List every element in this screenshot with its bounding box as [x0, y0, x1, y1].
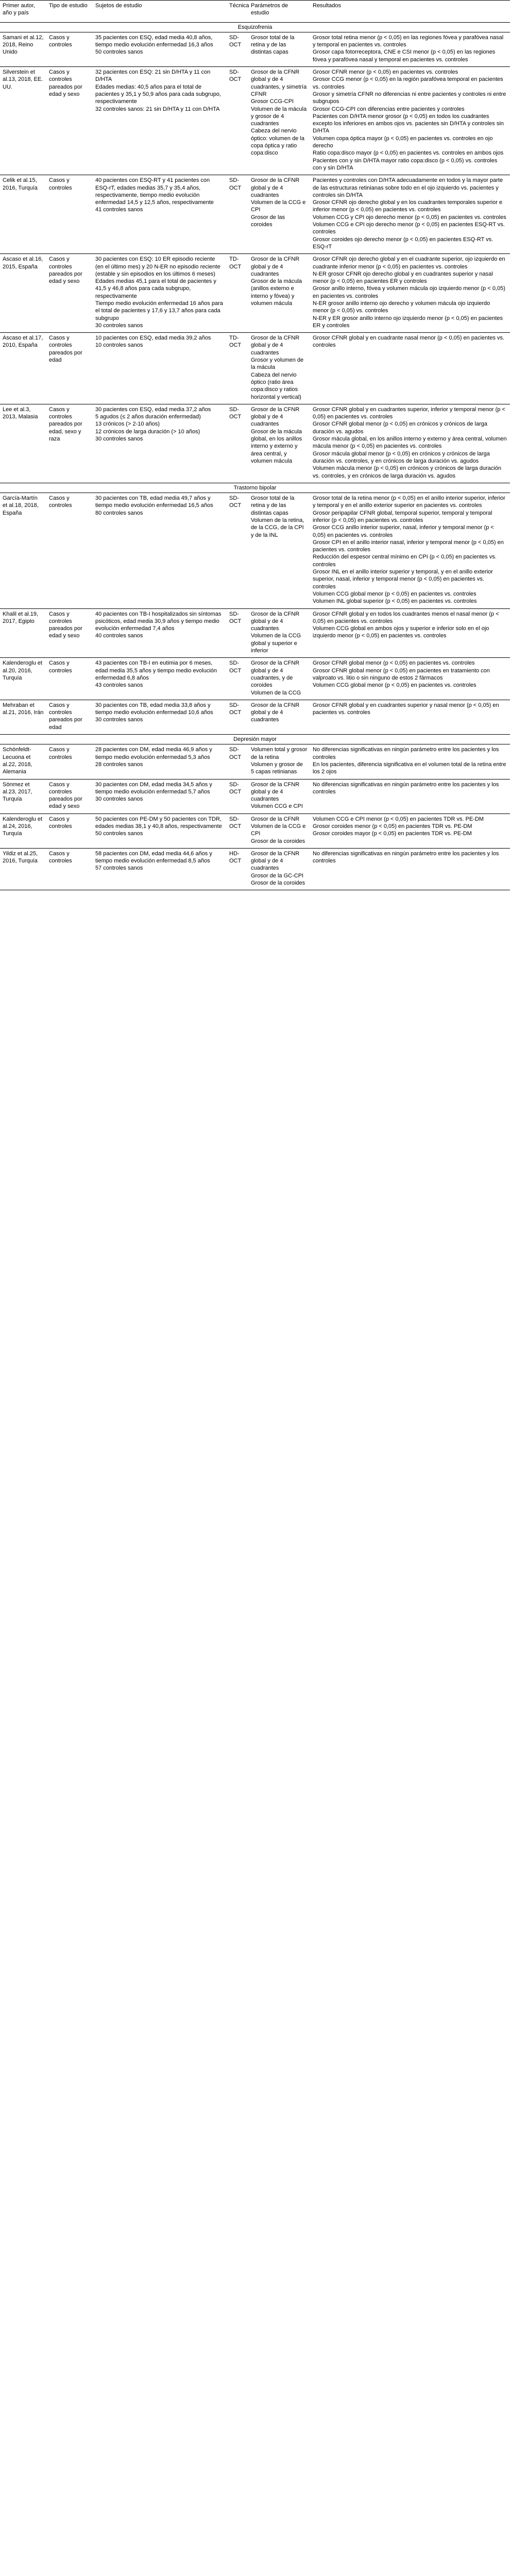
- header-subjects: Sujetos de estudio: [93, 1, 227, 23]
- cell-technique: TD-OCT: [227, 254, 248, 333]
- cell-subjects: 40 pacientes con ESQ-RT y 41 pacientes con ESQ-rT, edades medias 35,7 y 35,4 años, respectivamente, tiempo medio evolución enfermedad 14,5 y 12,5 años, respectivamente 41 controles sanos: [93, 175, 227, 254]
- cell-parameters: Grosor total de la retina y de las distintas capas: [248, 32, 310, 66]
- cell-parameters: Grosor de la CFNR global y de 4 cuadrantes Volumen de la CCG global y superior e inferior: [248, 608, 310, 658]
- table-row: [0, 333, 510, 404]
- table-wrapper: [0, 0, 510, 890]
- cell-parameters: Grosor de la CFNR Volumen de la CCG e CPI Grosor de la coroides: [248, 814, 310, 848]
- cell-technique: SD-OCT: [227, 67, 248, 175]
- cell-subjects: 30 pacientes con DM, edad media 34,5 años y tiempo medio evolución enfermedad 5,7 años 30 controles sanos: [93, 779, 227, 814]
- cell-technique: SD-OCT: [227, 32, 248, 66]
- cell-subjects: 43 pacientes con TB-I en eutimia por 6 meses, edad media 35,5 años y tiempo medio evolución enfermedad 6,8 años 43 controles sanos: [93, 658, 227, 700]
- cell-parameters: Grosor total de la retina y de las distintas capas Volumen de la retina, de la CCG, de la CPI y de la INL: [248, 493, 310, 608]
- cell-author: Celik et al.15, 2016, Turquía: [0, 175, 46, 254]
- cell-parameters: Volumen total y grosor de la retina Volumen y grosor de 5 capas retinianas: [248, 744, 310, 779]
- studies-table: [0, 0, 510, 890]
- cell-parameters: Grosor de la CFNR global y de 4 cuadrantes Grosor de la GC-CPI Grosor de la coroides: [248, 848, 310, 890]
- table-row: [0, 493, 510, 608]
- cell-study-type: Casos y controles: [46, 493, 93, 608]
- cell-author: Kalenderoglu et al.24, 2016, Turquía: [0, 814, 46, 848]
- group-title: Depresión mayor: [0, 735, 510, 744]
- group-title: Trastorno bipolar: [0, 483, 510, 493]
- table-row: [0, 744, 510, 779]
- cell-study-type: Casos y controles pareados por edad: [46, 700, 93, 734]
- cell-results: Grosor CFNR global menor (p < 0,05) en pacientes vs. controles Grosor CFNR global menor (p < 0,05) en pacientes en tratamiento con valproato vs. litio o sin ninguno de estos 2 fármacos Volumen CCG global menor (p < 0,05) en pacientes vs. controles: [310, 658, 510, 700]
- cell-author: Mehraban et al.21, 2016, Irán: [0, 700, 46, 734]
- table-row: [0, 779, 510, 814]
- cell-study-type: Casos y controles pareados por edad y sexo: [46, 254, 93, 333]
- cell-technique: SD-OCT: [227, 779, 248, 814]
- cell-subjects: 40 pacientes con TB-I hospitalizados sin síntomas psicóticos, edad media 30,9 años y tiempo medio evolución enfermedad 7,4 años 40 controles sanos: [93, 608, 227, 658]
- cell-author: Yildiz et al.25, 2016, Turquía: [0, 848, 46, 890]
- cell-subjects: 35 pacientes con ESQ, edad media 40,8 años, tiempo medio evolución enfermedad 16,3 años 50 controles sanos: [93, 32, 227, 66]
- cell-subjects: 30 pacientes con TB, edad media 33,8 años y tiempo medio evolución enfermedad 10,6 años 30 controles sanos: [93, 700, 227, 734]
- cell-technique: SD-OCT: [227, 175, 248, 254]
- cell-subjects: 32 pacientes con ESQ: 21 sin D/HTA y 11 con D/HTA Edades medias: 40,5 años para el total de pacientes y 35,1 y 50,9 años para cada subgrupo, respectivamente 32 controles sanos: 21 sin D/HTA y 11 con D/HTA: [93, 67, 227, 175]
- cell-study-type: Casos y controles: [46, 32, 93, 66]
- cell-parameters: Grosor de la CFNR global y de 4 cuadrantes Grosor y volumen de la mácula Cabeza del nervio óptico (ratio área copa:disco y ratios horizontal y vertical): [248, 333, 310, 404]
- cell-subjects: 30 pacientes con ESQ: 10 ER episodio reciente (en el último mes) y 20 N-ER no episodio reciente (estable y sin episodios en los últimos 6 meses) Edades medias 45,1 para el total de pacientes y 41,5 y 46,8 años para cada subgrupo, respectivamente Tiempo medio evolución enfermedad 16 años para el total de pacientes y 17,6 y 13,7 años para cada subgrupo 30 controles sanos: [93, 254, 227, 333]
- table-header: [0, 1, 510, 23]
- cell-technique: SD-OCT: [227, 814, 248, 848]
- cell-study-type: Casos y controles pareados por edad: [46, 333, 93, 404]
- cell-author: Schönfeldt-Lecuona et al.22, 2018, Alemania: [0, 744, 46, 779]
- cell-author: Ascaso et al.16, 2015, España: [0, 254, 46, 333]
- cell-author: Khalil et al.19, 2017, Egipto: [0, 608, 46, 658]
- table-body: [0, 22, 510, 890]
- table-row: [0, 404, 510, 483]
- cell-study-type: Casos y controles: [46, 848, 93, 890]
- cell-subjects: 28 pacientes con DM, edad media 46,9 años y tiempo medio evolución enfermedad 5,3 años 28 controles sanos: [93, 744, 227, 779]
- group-header-row: [0, 735, 510, 744]
- cell-study-type: Casos y controles pareados por edad y sexo: [46, 779, 93, 814]
- header-study-type: Tipo de estudio: [46, 1, 93, 23]
- table-row: [0, 67, 510, 175]
- cell-results: No diferencias significativas en ningún parámetro entre los pacientes y los controles: [310, 779, 510, 814]
- cell-results: Grosor CFNR global y en cuadrantes superior, inferior y temporal menor (p < 0,05) en pacientes vs. controles Grosor CFNR global menor (p < 0,05) en crónicos y crónicos de larga duración vs. agudos Grosor mácula global, en los anillos interno y externo y área central, volumen mácula menor (p < 0,05) en pacientes vs. controles Grosor mácula global menor (p < 0,05) en crónicos y crónicos de larga duración vs. controles, y en crónicos de larga duración vs. agudos Volumen mácula menor (p < 0,05) en crónicos y crónicos de larga duración vs. controles, y en crónicos de larga duración vs. agudos: [310, 404, 510, 483]
- table-row: [0, 608, 510, 658]
- table-row: [0, 175, 510, 254]
- cell-results: Grosor CFNR global y en cuadrantes superior y nasal menor (p < 0,05) en pacientes vs. controles: [310, 700, 510, 734]
- header-parameters: Parámetros de estudio: [248, 1, 310, 23]
- cell-technique: SD-OCT: [227, 658, 248, 700]
- cell-parameters: Grosor de la CFNR global y de 4 cuadrantes Volumen CCG e CPI: [248, 779, 310, 814]
- cell-study-type: Casos y controles: [46, 814, 93, 848]
- cell-parameters: Grosor de la CFNR global y de 4 cuadrantes Volumen de la CCG e CPI Grosor de las coroides: [248, 175, 310, 254]
- cell-subjects: 50 pacientes con PE-DM y 50 pacientes con TDR, edades medias 38,1 y 40,8 años, respectivamente 50 controles sanos: [93, 814, 227, 848]
- cell-results: Pacientes y controles con D/HTA adecuadamente en todos y la mayor parte de las estructuras retinianas sobre todo en el ojo izquierdo vs. pacientes y controles sin D/HTA Grosor CFNR ojo derecho global y en los cuadrantes temporales superior e inferior menor (p < 0,05) en pacientes vs. controles Volumen CCG y CPI ojo derecho menor (p < 0,05) en pacientes vs. controles Volumen CCG e CPI ojo derecho menor (p < 0,05) en pacientes ESQ-RT vs. controles Grosor coroides ojo derecho menor (p < 0,05) en pacientes ESQ-RT vs. ESQ-rT: [310, 175, 510, 254]
- table-row: [0, 254, 510, 333]
- cell-study-type: Casos y controles: [46, 175, 93, 254]
- cell-author: Lee et al.3, 2013, Malasia: [0, 404, 46, 483]
- group-header-row: [0, 22, 510, 32]
- cell-technique: SD-OCT: [227, 608, 248, 658]
- table-row: [0, 700, 510, 734]
- header-results: Resultados: [310, 1, 510, 23]
- table-row: [0, 814, 510, 848]
- cell-subjects: 10 pacientes con ESQ, edad media 39,2 años 10 controles sanos: [93, 333, 227, 404]
- cell-results: Volumen CCG e CPI menor (p < 0,05) en pacientes TDR vs. PE-DM Grosor coroides menor (p < 0,05) en pacientes TDR vs. PE-DM Grosor coroides mayor (p < 0,05) en pacientes TDR vs. PE-DM: [310, 814, 510, 848]
- cell-parameters: Grosor de la CFNR global y de 4 cuadrantes Grosor de la mácula (anillos externo e interno y fóvea) y volumen mácula: [248, 254, 310, 333]
- cell-author: Ascaso et al.17, 2010, España: [0, 333, 46, 404]
- header-row: [0, 1, 510, 23]
- cell-study-type: Casos y controles: [46, 658, 93, 700]
- cell-results: No diferencias significativas en ningún parámetro entre los pacientes y los controles En los pacientes, diferencia significativa en el volumen total de la retina entre los 2 ojos: [310, 744, 510, 779]
- cell-author: Samani et al.12, 2018, Reino Unido: [0, 32, 46, 66]
- cell-author: Silverstein et al.13, 2018, EE. UU.: [0, 67, 46, 175]
- cell-technique: SD-OCT: [227, 744, 248, 779]
- group-title: Esquizofrenia: [0, 22, 510, 32]
- cell-parameters: Grosor de la CFNR global y de 4 cuadrantes, y simetría CFNR Grosor CCG-CPI Volumen de la mácula y grosor de 4 cuadrantes Cabeza del nervio óptico: volumen de la copa óptica y ratio copa:disco: [248, 67, 310, 175]
- cell-parameters: Grosor de la CFNR global y de 4 cuadrantes Grosor de la mácula global, en los anillos interno y externo y área central, y volumen mácula: [248, 404, 310, 483]
- cell-results: Grosor CFNR global y en cuadrante nasal menor (p < 0,05) en pacientes vs. controles: [310, 333, 510, 404]
- cell-results: Grosor CFNR global y en todos los cuadrantes menos el nasal menor (p < 0,05) en pacientes vs. controles Volumen CCG global en ambos ojos y superior e inferior solo en el ojo izquierdo menor (p < 0,05) en pacientes vs. controles: [310, 608, 510, 658]
- cell-parameters: Grosor de la CFNR global y de 4 cuadrantes: [248, 700, 310, 734]
- cell-author: García-Martín et al.18, 2018, España: [0, 493, 46, 608]
- cell-subjects: 30 pacientes con TB, edad media 49,7 años y tiempo medio evolución enfermedad 16,5 años 80 controles sanos: [93, 493, 227, 608]
- cell-results: Grosor total de la retina menor (p < 0,05) en el anillo interior superior, inferior y temporal y en el anillo exterior superior en pacientes vs. controles Grosor peripapilar CFNR global, temporal superior, temporal y temporal inferior (p < 0,05) en pacientes vs. controles Grosor CCG anillo interior superior, nasal, inferior y temporal menor (p < 0,05) en pacientes vs. controles Grosor CPI en el anillo interior nasal, inferior y temporal menor (p < 0,05) en pacientes vs. controles Reducción del espesor central mínimo en CPI (p < 0,05) en pacientes vs. controles Grosor INL en el anillo interior superior y temporal, y en el anillo exterior superior, nasal, inferior y temporal menor (p < 0,05) en pacientes vs. controles Volumen CCG global menor (p < 0,05) en pacientes vs. controles Volumen INL global superior (p < 0,05) en pacientes vs. controles: [310, 493, 510, 608]
- cell-study-type: Casos y controles pareados por edad, sexo y raza: [46, 404, 93, 483]
- cell-technique: SD-OCT: [227, 493, 248, 608]
- cell-technique: SD-OCT: [227, 700, 248, 734]
- cell-results: Grosor total retina menor (p < 0,05) en las regiones fóvea y parafóvea nasal y temporal en pacientes vs. controles Grosor capa fotorreceptora, CNE e CSI menor (p < 0,05) en las regiones fóvea y parafóvea nasal y temporal en pacientes vs. controles: [310, 32, 510, 66]
- cell-subjects: 30 pacientes con ESQ, edad media 37,2 años 5 agudos (≤ 2 años duración enfermedad) 13 crónicos (> 2-10 años) 12 crónicos de larga duración (> 10 años) 30 controles sanos: [93, 404, 227, 483]
- cell-subjects: 58 pacientes con DM, edad media 44,6 años y tiempo medio evolución enfermedad 8,5 años 57 controles sanos: [93, 848, 227, 890]
- cell-author: Sönmez et al.23, 2017, Turquía: [0, 779, 46, 814]
- cell-results: Grosor CFNR ojo derecho global y en el cuadrante superior, ojo izquierdo en cuadrante inferior menor (p < 0,05) en pacientes vs. controles N-ER grosor CFNR ojo derecho global y en cuadrantes superior y nasal menor (p < 0,05) en pacientes ER y controles Grosor anillo interno, fóvea y volumen mácula ojo izquierdo menor (p < 0,05) en pacientes vs. controles N-ER grosor anillo interno ojo derecho y volumen mácula ojo izquierdo menor (p < 0,05) vs. controles N-ER y ER grosor anillo interno ojo izquierdo menor (p < 0,05) en pacientes ER y controles: [310, 254, 510, 333]
- cell-author: Kalenderoglu et al.20, 2016, Turquía: [0, 658, 46, 700]
- table-row: [0, 658, 510, 700]
- cell-study-type: Casos y controles pareados por edad y sexo: [46, 608, 93, 658]
- group-header-row: [0, 483, 510, 493]
- cell-technique: HD-OCT: [227, 848, 248, 890]
- table-row: [0, 32, 510, 66]
- cell-technique: TD-OCT: [227, 333, 248, 404]
- header-technique: Técnica: [227, 1, 248, 23]
- cell-results: Grosor CFNR menor (p < 0,05) en pacientes vs. controles Grosor CCG menor (p < 0,05) en la región parafóvea temporal en pacientes vs. controles Grosor y simetría CFNR no diferencias ni entre pacientes y controles ni entre subgrupos Grosor CCG-CPI con diferencias entre pacientes y controles Pacientes con D/HTA menor grosor (p < 0,05) en todos los cuadrantes excepto los inferiores en ambos ojos vs. pacientes sin D/HTA y controles sin D/HTA Volumen copa óptica mayor (p < 0,05) en pacientes vs. controles en ojo derecho Ratio copa:disco mayor (p < 0,05) en pacientes vs. controles en ambos ojos Pacientes con y sin D/HTA mayor ratio copa:disco (p < 0,05) vs. controles con y sin D/HTA: [310, 67, 510, 175]
- table-row: [0, 848, 510, 890]
- cell-technique: SD-OCT: [227, 404, 248, 483]
- header-author: Primer autor, año y país: [0, 1, 46, 23]
- cell-parameters: Grosor de la CFNR global y de 4 cuadrantes, y de coroides Volumen de la CCG: [248, 658, 310, 700]
- cell-study-type: Casos y controles: [46, 744, 93, 779]
- cell-study-type: Casos y controles pareados por edad y sexo: [46, 67, 93, 175]
- cell-results: No diferencias significativas en ningún parámetro entre los pacientes y los controles: [310, 848, 510, 890]
